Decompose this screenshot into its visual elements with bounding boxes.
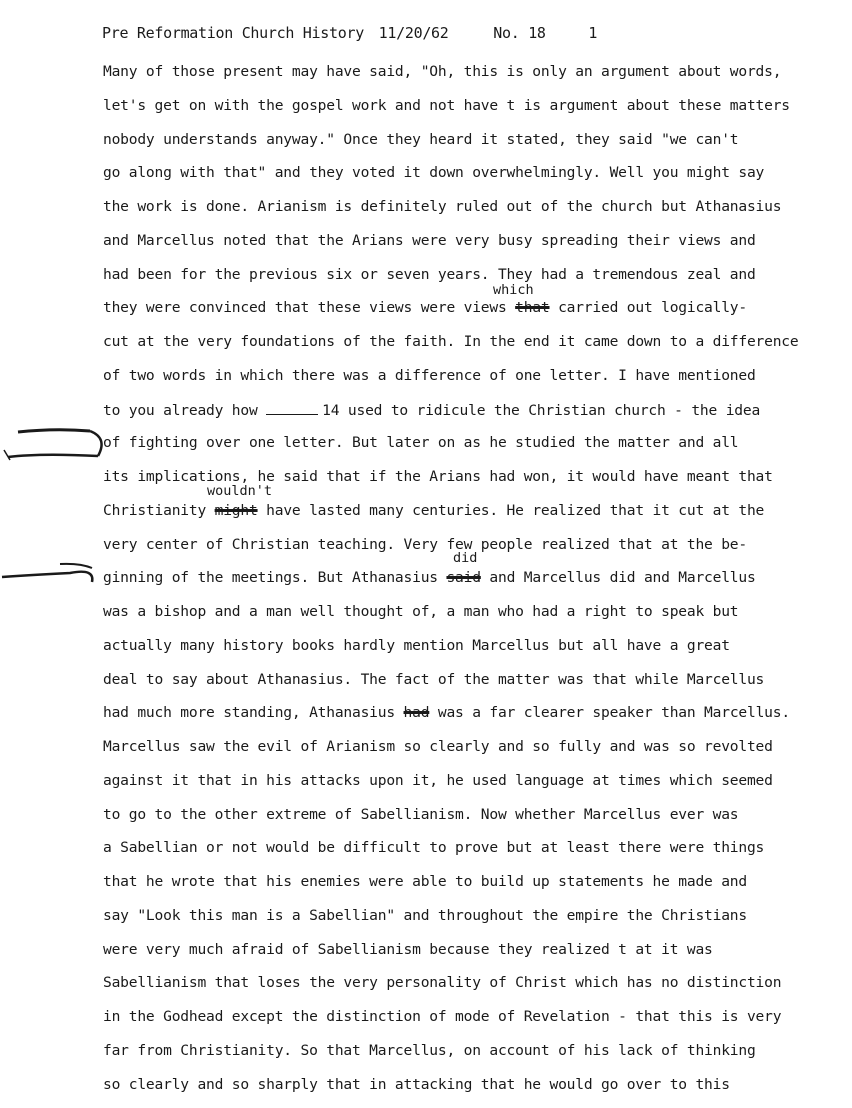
line-text: to go to the other extreme of Sabellianism. Now whether Marcellus ever was <box>103 805 739 823</box>
body-text-line <box>103 772 773 790</box>
line-text: was a bishop and a man well thought of, a man who had a right to speak but <box>103 603 739 620</box>
line-text: its implications, he said that if the Arians had won, it would have meant that <box>103 468 773 485</box>
body-text-line <box>103 907 747 925</box>
line-text: the work is done. Arianism is definitely ruled out of the church but Athanasius <box>103 198 782 215</box>
body-text-line <box>103 569 756 587</box>
body-text-line <box>103 401 760 420</box>
line-text: deal to say about Athanasius. The fact of the matter was that while Marcellus <box>103 670 765 688</box>
body-text-line <box>103 603 738 621</box>
line-text: let's get on with the gospel work and not have t is argument about these matters <box>103 96 790 114</box>
body-text-line <box>103 536 747 554</box>
body-text-line <box>103 502 764 520</box>
body-text-line <box>103 1076 730 1094</box>
body-text-line <box>103 299 747 317</box>
interline-insert-did: did <box>453 550 478 566</box>
body-text-line <box>103 468 773 486</box>
line-text: say "Look this man is a Sabellian" and throughout the empire the Christians <box>103 906 747 924</box>
line-text: against it that in his attacks upon it, he used language at times which seemed <box>103 771 773 789</box>
line-text: far from Christianity. So that Marcellus, on account of his lack of thinking <box>103 1041 756 1059</box>
line-text: Many of those present may have said, "Oh, this is only an argument about words, <box>103 63 782 80</box>
body-text-line <box>103 333 798 351</box>
document-date: 11/20/62 <box>378 24 449 42</box>
line-text: and Marcellus did and Marcellus <box>480 569 756 587</box>
body-text-line <box>103 63 781 81</box>
line-text: of fighting over one letter. But later on as he studied the matter and all <box>103 434 739 452</box>
line-text: cut at the very foundations of the faith. In the end it came down to a difference <box>103 333 799 350</box>
document-title: Pre Reformation Church History <box>102 24 364 42</box>
document-number: No. 18 <box>493 24 546 42</box>
body-text-line <box>103 1008 781 1026</box>
line-text: had much more standing, Athanasius <box>103 704 404 722</box>
line-text: a Sabellian or not would be difficult to prove but at least there were things <box>103 839 765 857</box>
body-text-line <box>103 974 781 992</box>
line-text: were very much afraid of Sabellianism because they realized t at it was <box>103 940 713 958</box>
blank-underline <box>266 401 318 415</box>
interline-insert-wouldnt: wouldn't <box>207 483 273 499</box>
line-text: nobody understands anyway." Once they heard it stated, they said "we can't <box>103 130 739 148</box>
struck-word: might <box>214 501 258 519</box>
line-text: 14 used to ridicule the Christian church - the idea <box>322 401 761 419</box>
body-text-line <box>103 232 756 250</box>
body-text-line <box>103 164 764 182</box>
body-text-line <box>103 1042 756 1060</box>
body-text-line <box>103 434 738 452</box>
line-text: that he wrote that his enemies were able to build up statements he made and <box>103 873 747 890</box>
line-text: Sabellianism that loses the very personality of Christ which has no distinction <box>103 974 782 992</box>
body-text-line <box>103 839 764 857</box>
line-text: in the Godhead except the distinction of mode of Revelation - that this is very <box>103 1008 782 1025</box>
line-text: Christianity <box>103 501 215 519</box>
body-text-line <box>103 266 756 284</box>
struck-word: that <box>515 299 550 317</box>
line-text: actually many history books hardly mention Marcellus but all have a great <box>103 636 730 654</box>
line-text: had been for the previous six or seven years. They had a tremendous zeal and <box>103 265 756 283</box>
line-text: have lasted many centuries. He realized that it cut at the <box>257 501 765 519</box>
line-text: Marcellus saw the evil of Arianism so clearly and so fully and was so revolted <box>103 738 773 755</box>
body-text-line <box>103 704 790 722</box>
struck-word: had <box>403 704 430 722</box>
line-text: of two words in which there was a difference of one letter. I have mentioned <box>103 366 756 384</box>
interline-insert-which: which <box>493 282 534 298</box>
body-text-line <box>103 806 738 824</box>
body-text-line <box>103 198 781 216</box>
margin-bracket-mark <box>0 560 110 590</box>
body-text-line <box>103 738 773 756</box>
line-text: they were convinced that these views were views <box>103 299 516 317</box>
line-text: to you already how <box>103 401 267 419</box>
body-text-line <box>103 637 730 655</box>
body-text-line <box>103 873 747 891</box>
line-text: go along with that" and they voted it down overwhelmingly. Well you might say <box>103 164 765 182</box>
line-text: very center of Christian teaching. Very few people realized that at the be- <box>103 535 747 553</box>
line-text: so clearly and so sharply that in attacking that he would go over to this <box>103 1075 730 1093</box>
page-header <box>102 24 597 42</box>
body-text-line <box>103 131 738 149</box>
line-text: ginning of the meetings. But Athanasius <box>103 569 447 587</box>
line-text: and Marcellus noted that the Arians were very busy spreading their views and <box>103 231 756 249</box>
line-text: carried out logically- <box>549 299 747 317</box>
line-text: was a far clearer speaker than Marcellus. <box>429 704 790 722</box>
margin-bracket-mark <box>0 420 110 470</box>
body-text-line <box>103 97 790 115</box>
body-text-line <box>103 671 764 689</box>
body-text-line <box>103 367 756 385</box>
page-number: 1 <box>588 24 598 42</box>
body-text-line <box>103 941 713 959</box>
struck-word: said <box>446 569 481 587</box>
